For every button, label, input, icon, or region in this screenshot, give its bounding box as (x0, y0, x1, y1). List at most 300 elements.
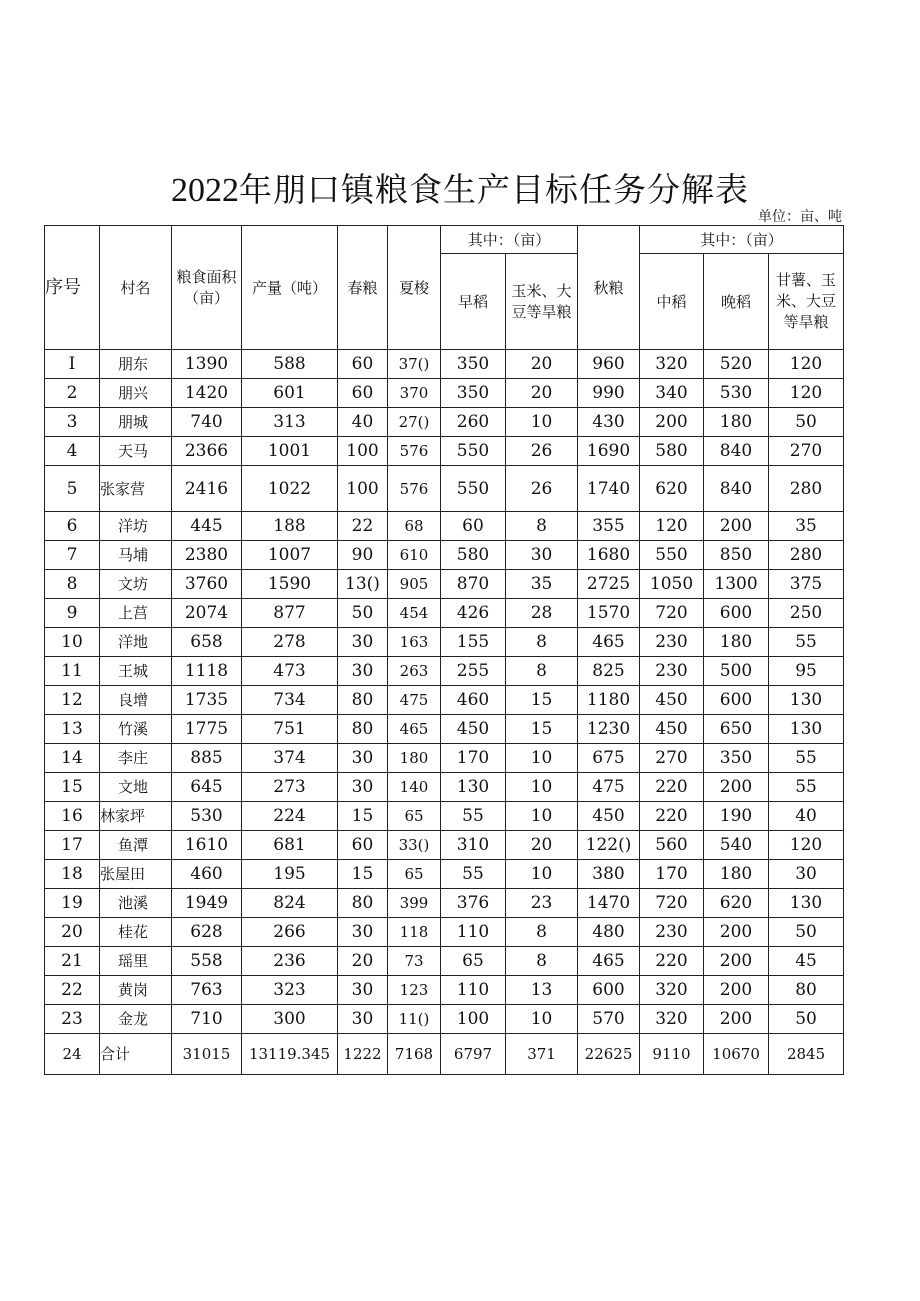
cell-spring: 30 (338, 744, 388, 773)
cell-summer: 65 (388, 802, 441, 831)
cell-summer: 11() (388, 1005, 441, 1034)
cell-village: 马埔 (100, 541, 172, 570)
cell-mid-rice: 450 (640, 686, 704, 715)
cell-early-rice: 55 (441, 860, 506, 889)
cell-late-rice: 500 (704, 657, 769, 686)
cell-area: 645 (172, 773, 242, 802)
cell-village: 桂花 (100, 918, 172, 947)
cell-mid-rice: 9110 (640, 1034, 704, 1075)
cell-late-rice: 200 (704, 1005, 769, 1034)
cell-summer: 123 (388, 976, 441, 1005)
cell-summer: 68 (388, 512, 441, 541)
cell-mid-rice: 230 (640, 657, 704, 686)
cell-summer: 65 (388, 860, 441, 889)
cell-spring: 30 (338, 657, 388, 686)
table-row (45, 437, 844, 466)
header-group-autumn: 其中：（亩） (640, 226, 844, 254)
cell-spring: 90 (338, 541, 388, 570)
cell-mid-rice: 560 (640, 831, 704, 860)
cell-output: 374 (242, 744, 338, 773)
cell-late-rice: 1300 (704, 570, 769, 599)
cell-autumn: 675 (578, 744, 640, 773)
cell-summer: 37() (388, 350, 441, 379)
header-spring: 春粮 (338, 226, 388, 350)
cell-output: 877 (242, 599, 338, 628)
cell-area: 31015 (172, 1034, 242, 1075)
cell-autumn: 960 (578, 350, 640, 379)
cell-corn-soy: 10 (506, 1005, 578, 1034)
cell-late-rice: 840 (704, 437, 769, 466)
cell-summer: 576 (388, 466, 441, 512)
cell-autumn: 465 (578, 947, 640, 976)
cell-area: 740 (172, 408, 242, 437)
table-row (45, 831, 844, 860)
cell-seq: 12 (45, 686, 100, 715)
cell-autumn: 380 (578, 860, 640, 889)
cell-area: 763 (172, 976, 242, 1005)
cell-summer: 905 (388, 570, 441, 599)
cell-village: 朋城 (100, 408, 172, 437)
cell-spring: 1222 (338, 1034, 388, 1075)
cell-corn-soy: 28 (506, 599, 578, 628)
cell-village: 林家坪 (100, 802, 172, 831)
cell-early-rice: 255 (441, 657, 506, 686)
cell-autumn: 475 (578, 773, 640, 802)
cell-seq: 22 (45, 976, 100, 1005)
cell-mid-rice: 1050 (640, 570, 704, 599)
cell-late-rice: 600 (704, 686, 769, 715)
cell-seq: 13 (45, 715, 100, 744)
cell-village: 文坊 (100, 570, 172, 599)
cell-output: 236 (242, 947, 338, 976)
cell-sweet-potato: 130 (769, 715, 844, 744)
cell-village: 洋坊 (100, 512, 172, 541)
cell-area: 885 (172, 744, 242, 773)
cell-spring: 30 (338, 918, 388, 947)
cell-spring: 80 (338, 686, 388, 715)
cell-late-rice: 180 (704, 628, 769, 657)
cell-seq: 3 (45, 408, 100, 437)
cell-sweet-potato: 280 (769, 541, 844, 570)
table-row (45, 379, 844, 408)
cell-area: 628 (172, 918, 242, 947)
cell-sweet-potato: 130 (769, 686, 844, 715)
table-row (45, 628, 844, 657)
cell-autumn: 22625 (578, 1034, 640, 1075)
cell-output: 1007 (242, 541, 338, 570)
table-row (45, 686, 844, 715)
cell-late-rice: 180 (704, 860, 769, 889)
cell-area: 1735 (172, 686, 242, 715)
header-sweet-potato: 甘薯、玉米、大豆等旱粮 (769, 254, 844, 350)
cell-output: 188 (242, 512, 338, 541)
cell-late-rice: 200 (704, 512, 769, 541)
cell-area: 1775 (172, 715, 242, 744)
cell-corn-soy: 371 (506, 1034, 578, 1075)
document-title (0, 164, 920, 211)
cell-late-rice: 200 (704, 947, 769, 976)
header-village: 村名 (100, 226, 172, 350)
cell-corn-soy: 8 (506, 918, 578, 947)
cell-late-rice: 650 (704, 715, 769, 744)
cell-output: 1022 (242, 466, 338, 512)
cell-early-rice: 155 (441, 628, 506, 657)
cell-spring: 30 (338, 1005, 388, 1034)
cell-summer: 7168 (388, 1034, 441, 1075)
cell-area: 658 (172, 628, 242, 657)
cell-mid-rice: 120 (640, 512, 704, 541)
cell-summer: 399 (388, 889, 441, 918)
cell-seq: 18 (45, 860, 100, 889)
cell-late-rice: 200 (704, 976, 769, 1005)
cell-mid-rice: 320 (640, 976, 704, 1005)
header-early-rice: 早稻 (441, 254, 506, 350)
cell-corn-soy: 23 (506, 889, 578, 918)
cell-autumn: 355 (578, 512, 640, 541)
cell-village: 合计 (100, 1034, 172, 1075)
cell-output: 1590 (242, 570, 338, 599)
cell-output: 681 (242, 831, 338, 860)
cell-spring: 15 (338, 860, 388, 889)
cell-mid-rice: 580 (640, 437, 704, 466)
table-row (45, 408, 844, 437)
cell-corn-soy: 20 (506, 379, 578, 408)
cell-seq: 20 (45, 918, 100, 947)
table-row (45, 570, 844, 599)
cell-summer: 263 (388, 657, 441, 686)
cell-output: 224 (242, 802, 338, 831)
cell-corn-soy: 35 (506, 570, 578, 599)
cell-seq: 24 (45, 1034, 100, 1075)
cell-corn-soy: 8 (506, 657, 578, 686)
cell-mid-rice: 320 (640, 350, 704, 379)
cell-sweet-potato: 130 (769, 889, 844, 918)
cell-corn-soy: 15 (506, 686, 578, 715)
cell-village: 文地 (100, 773, 172, 802)
cell-autumn: 990 (578, 379, 640, 408)
cell-output: 601 (242, 379, 338, 408)
cell-mid-rice: 340 (640, 379, 704, 408)
cell-seq: 9 (45, 599, 100, 628)
cell-sweet-potato: 375 (769, 570, 844, 599)
cell-spring: 40 (338, 408, 388, 437)
cell-spring: 15 (338, 802, 388, 831)
cell-area: 710 (172, 1005, 242, 1034)
table-row (45, 976, 844, 1005)
cell-output: 195 (242, 860, 338, 889)
cell-corn-soy: 15 (506, 715, 578, 744)
table-row (45, 541, 844, 570)
cell-output: 273 (242, 773, 338, 802)
table-row (45, 715, 844, 744)
cell-early-rice: 100 (441, 1005, 506, 1034)
cell-autumn: 1570 (578, 599, 640, 628)
cell-sweet-potato: 270 (769, 437, 844, 466)
cell-output: 1001 (242, 437, 338, 466)
cell-autumn: 1690 (578, 437, 640, 466)
cell-early-rice: 310 (441, 831, 506, 860)
cell-autumn: 1470 (578, 889, 640, 918)
cell-late-rice: 600 (704, 599, 769, 628)
cell-late-rice: 620 (704, 889, 769, 918)
cell-output: 751 (242, 715, 338, 744)
cell-area: 1118 (172, 657, 242, 686)
cell-summer: 454 (388, 599, 441, 628)
unit-label: 单位：亩、吨 (758, 209, 842, 225)
cell-output: 824 (242, 889, 338, 918)
cell-sweet-potato: 120 (769, 379, 844, 408)
cell-area: 2366 (172, 437, 242, 466)
cell-sweet-potato: 45 (769, 947, 844, 976)
cell-early-rice: 55 (441, 802, 506, 831)
cell-seq: 6 (45, 512, 100, 541)
cell-village: 金龙 (100, 1005, 172, 1034)
cell-late-rice: 540 (704, 831, 769, 860)
table-row (45, 947, 844, 976)
cell-autumn: 450 (578, 802, 640, 831)
cell-mid-rice: 230 (640, 628, 704, 657)
cell-late-rice: 180 (704, 408, 769, 437)
cell-village: 瑶里 (100, 947, 172, 976)
table-row (45, 889, 844, 918)
cell-output: 266 (242, 918, 338, 947)
cell-late-rice: 190 (704, 802, 769, 831)
title-year: 2022 (171, 172, 239, 209)
table-row (45, 599, 844, 628)
cell-early-rice: 350 (441, 379, 506, 408)
cell-village: 鱼潭 (100, 831, 172, 860)
cell-autumn: 1680 (578, 541, 640, 570)
cell-area: 460 (172, 860, 242, 889)
cell-corn-soy: 10 (506, 802, 578, 831)
cell-early-rice: 60 (441, 512, 506, 541)
cell-early-rice: 460 (441, 686, 506, 715)
cell-corn-soy: 8 (506, 628, 578, 657)
total-row (45, 1034, 844, 1075)
cell-area: 558 (172, 947, 242, 976)
grain-task-table (44, 225, 844, 1075)
cell-sweet-potato: 250 (769, 599, 844, 628)
cell-village: 池溪 (100, 889, 172, 918)
cell-sweet-potato: 35 (769, 512, 844, 541)
cell-autumn: 600 (578, 976, 640, 1005)
cell-autumn: 570 (578, 1005, 640, 1034)
cell-autumn: 430 (578, 408, 640, 437)
cell-late-rice: 200 (704, 773, 769, 802)
cell-village: 张家营 (100, 466, 172, 512)
cell-corn-soy: 10 (506, 773, 578, 802)
cell-output: 13119.345 (242, 1034, 338, 1075)
cell-spring: 50 (338, 599, 388, 628)
cell-mid-rice: 270 (640, 744, 704, 773)
cell-corn-soy: 26 (506, 466, 578, 512)
cell-mid-rice: 170 (640, 860, 704, 889)
cell-early-rice: 6797 (441, 1034, 506, 1075)
cell-corn-soy: 20 (506, 831, 578, 860)
cell-seq: 4 (45, 437, 100, 466)
cell-village: 上莒 (100, 599, 172, 628)
table-row (45, 918, 844, 947)
header-mid-rice: 中稻 (640, 254, 704, 350)
cell-mid-rice: 230 (640, 918, 704, 947)
cell-summer: 33() (388, 831, 441, 860)
cell-corn-soy: 10 (506, 408, 578, 437)
cell-mid-rice: 220 (640, 802, 704, 831)
cell-spring: 100 (338, 466, 388, 512)
cell-early-rice: 550 (441, 437, 506, 466)
cell-summer: 475 (388, 686, 441, 715)
cell-mid-rice: 550 (640, 541, 704, 570)
cell-late-rice: 850 (704, 541, 769, 570)
cell-spring: 30 (338, 628, 388, 657)
cell-summer: 118 (388, 918, 441, 947)
cell-early-rice: 580 (441, 541, 506, 570)
cell-village: 竹溪 (100, 715, 172, 744)
cell-seq: 23 (45, 1005, 100, 1034)
cell-output: 323 (242, 976, 338, 1005)
cell-sweet-potato: 55 (769, 773, 844, 802)
cell-seq: 10 (45, 628, 100, 657)
cell-seq: I (45, 350, 100, 379)
cell-early-rice: 426 (441, 599, 506, 628)
cell-mid-rice: 720 (640, 889, 704, 918)
cell-village: 天马 (100, 437, 172, 466)
cell-spring: 80 (338, 889, 388, 918)
cell-corn-soy: 26 (506, 437, 578, 466)
cell-sweet-potato: 30 (769, 860, 844, 889)
cell-mid-rice: 620 (640, 466, 704, 512)
header-row-1 (45, 226, 844, 254)
cell-early-rice: 110 (441, 918, 506, 947)
cell-village: 王城 (100, 657, 172, 686)
cell-autumn: 1740 (578, 466, 640, 512)
cell-summer: 465 (388, 715, 441, 744)
cell-summer: 27() (388, 408, 441, 437)
cell-early-rice: 260 (441, 408, 506, 437)
cell-output: 313 (242, 408, 338, 437)
cell-late-rice: 840 (704, 466, 769, 512)
cell-spring: 22 (338, 512, 388, 541)
cell-sweet-potato: 40 (769, 802, 844, 831)
cell-sweet-potato: 80 (769, 976, 844, 1005)
cell-late-rice: 10670 (704, 1034, 769, 1075)
cell-seq: 2 (45, 379, 100, 408)
cell-spring: 60 (338, 350, 388, 379)
cell-spring: 13() (338, 570, 388, 599)
cell-corn-soy: 20 (506, 350, 578, 379)
cell-mid-rice: 200 (640, 408, 704, 437)
table-row (45, 1005, 844, 1034)
cell-sweet-potato: 50 (769, 408, 844, 437)
cell-output: 278 (242, 628, 338, 657)
cell-corn-soy: 8 (506, 947, 578, 976)
cell-village: 朋东 (100, 350, 172, 379)
cell-seq: 14 (45, 744, 100, 773)
cell-area: 1949 (172, 889, 242, 918)
cell-mid-rice: 450 (640, 715, 704, 744)
cell-late-rice: 350 (704, 744, 769, 773)
cell-autumn: 825 (578, 657, 640, 686)
table-row (45, 744, 844, 773)
cell-seq: 7 (45, 541, 100, 570)
cell-seq: 11 (45, 657, 100, 686)
cell-autumn: 465 (578, 628, 640, 657)
cell-seq: 5 (45, 466, 100, 512)
cell-area: 445 (172, 512, 242, 541)
cell-sweet-potato: 50 (769, 1005, 844, 1034)
header-late-rice: 晚稻 (704, 254, 769, 350)
cell-summer: 180 (388, 744, 441, 773)
cell-spring: 100 (338, 437, 388, 466)
cell-summer: 163 (388, 628, 441, 657)
cell-autumn: 1230 (578, 715, 640, 744)
cell-area: 2416 (172, 466, 242, 512)
cell-area: 530 (172, 802, 242, 831)
cell-early-rice: 350 (441, 350, 506, 379)
cell-area: 1420 (172, 379, 242, 408)
cell-late-rice: 530 (704, 379, 769, 408)
cell-late-rice: 520 (704, 350, 769, 379)
cell-mid-rice: 720 (640, 599, 704, 628)
cell-autumn: 480 (578, 918, 640, 947)
cell-seq: 17 (45, 831, 100, 860)
table-row (45, 512, 844, 541)
cell-sweet-potato: 120 (769, 831, 844, 860)
cell-area: 3760 (172, 570, 242, 599)
cell-area: 1610 (172, 831, 242, 860)
cell-early-rice: 376 (441, 889, 506, 918)
cell-spring: 60 (338, 831, 388, 860)
cell-summer: 576 (388, 437, 441, 466)
cell-output: 300 (242, 1005, 338, 1034)
cell-village: 张屋田 (100, 860, 172, 889)
cell-sweet-potato: 55 (769, 744, 844, 773)
cell-spring: 80 (338, 715, 388, 744)
cell-seq: 8 (45, 570, 100, 599)
cell-summer: 73 (388, 947, 441, 976)
cell-corn-soy: 30 (506, 541, 578, 570)
cell-seq: 21 (45, 947, 100, 976)
header-output: 产量（吨） (242, 226, 338, 350)
cell-sweet-potato: 2845 (769, 1034, 844, 1075)
title-text: 年朋口镇粮食生产目标任务分解表 (239, 170, 749, 209)
header-area: 粮食面积（亩） (172, 226, 242, 350)
cell-sweet-potato: 50 (769, 918, 844, 947)
cell-early-rice: 170 (441, 744, 506, 773)
cell-early-rice: 65 (441, 947, 506, 976)
cell-spring: 30 (338, 773, 388, 802)
cell-autumn: 2725 (578, 570, 640, 599)
cell-summer: 140 (388, 773, 441, 802)
header-group-summer: 其中：（亩） (441, 226, 578, 254)
table-row (45, 466, 844, 512)
cell-autumn: 122() (578, 831, 640, 860)
cell-summer: 370 (388, 379, 441, 408)
cell-early-rice: 550 (441, 466, 506, 512)
cell-early-rice: 110 (441, 976, 506, 1005)
cell-corn-soy: 8 (506, 512, 578, 541)
cell-seq: 15 (45, 773, 100, 802)
cell-village: 李庄 (100, 744, 172, 773)
cell-area: 2074 (172, 599, 242, 628)
cell-early-rice: 130 (441, 773, 506, 802)
table-row (45, 350, 844, 379)
cell-spring: 20 (338, 947, 388, 976)
cell-corn-soy: 10 (506, 860, 578, 889)
header-autumn: 秋粮 (578, 226, 640, 350)
table-row (45, 860, 844, 889)
header-corn-soy: 玉米、大豆等旱粮 (506, 254, 578, 350)
